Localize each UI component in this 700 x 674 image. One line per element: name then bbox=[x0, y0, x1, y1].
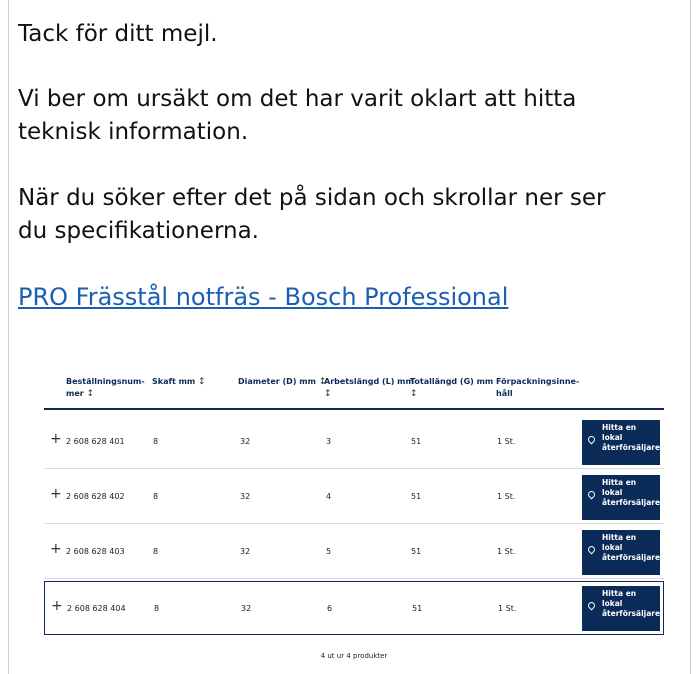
email-body bbox=[18, 18, 686, 315]
left-border bbox=[8, 0, 9, 674]
order-number-cell: 2 608 628 403 bbox=[66, 547, 125, 556]
working-length-cell: 4 bbox=[326, 492, 332, 501]
sort-icon[interactable]: ↕ bbox=[324, 389, 332, 399]
total-length-cell: 51 bbox=[411, 492, 422, 501]
location-pin-icon bbox=[587, 490, 597, 500]
greeting-text: Tack för ditt mejl. bbox=[18, 21, 218, 47]
table-row[interactable] bbox=[44, 470, 664, 524]
working-length-cell: 3 bbox=[326, 437, 332, 446]
diameter-cell: 32 bbox=[240, 547, 251, 556]
header-total-length[interactable]: Totallängd (G) mm ↕ bbox=[410, 377, 494, 399]
shank-cell: 8 bbox=[154, 604, 160, 613]
find-dealer-button[interactable]: Hitta en lokal återförsäljare bbox=[582, 475, 660, 520]
sort-icon[interactable]: ↕ bbox=[318, 377, 327, 387]
order-number-cell: 2 608 628 401 bbox=[66, 437, 125, 446]
total-length-cell: 51 bbox=[411, 437, 422, 446]
table-row[interactable] bbox=[44, 415, 664, 469]
header-packaging: Förpackningsinne- håll bbox=[496, 377, 580, 398]
header-order-number[interactable]: Beställningsnum- mer ↕ bbox=[66, 377, 145, 399]
location-pin-icon bbox=[587, 435, 597, 445]
working-length-cell: 6 bbox=[327, 604, 333, 613]
header-working-length[interactable]: Arbetslängd (L) mm ↕ bbox=[324, 377, 414, 399]
header-diameter[interactable]: Diameter (D) mm ↕ bbox=[238, 377, 327, 387]
shank-cell: 8 bbox=[153, 547, 159, 556]
shank-cell: 8 bbox=[153, 492, 159, 501]
instruction-line-2: du specifikationerna. bbox=[18, 218, 259, 244]
shank-cell: 8 bbox=[153, 437, 159, 446]
results-count: 4 ut ur 4 produkter bbox=[320, 652, 388, 660]
apology-paragraph bbox=[18, 83, 686, 149]
apology-line-2: teknisk information. bbox=[18, 119, 249, 145]
diameter-cell: 32 bbox=[240, 437, 251, 446]
location-pin-icon bbox=[587, 545, 597, 555]
packaging-cell: 1 St. bbox=[497, 492, 516, 501]
sort-icon[interactable]: ↕ bbox=[410, 389, 418, 399]
row-divider bbox=[44, 578, 664, 579]
header-shank[interactable]: Skaft mm ↕ bbox=[152, 377, 206, 387]
instruction-paragraph bbox=[18, 182, 686, 248]
plus-icon[interactable]: + bbox=[50, 431, 62, 447]
order-number-cell: 2 608 628 402 bbox=[66, 492, 125, 501]
working-length-cell: 5 bbox=[326, 547, 332, 556]
location-pin-icon bbox=[587, 601, 597, 611]
order-number-cell: 2 608 628 404 bbox=[67, 604, 126, 613]
instruction-line-1: När du söker efter det på sidan och skrollar ner ser bbox=[18, 185, 606, 211]
diameter-cell: 32 bbox=[241, 604, 252, 613]
find-dealer-button[interactable]: Hitta en lokal återförsäljare bbox=[582, 586, 660, 631]
find-dealer-button[interactable]: Hitta en lokal återförsäljare bbox=[582, 530, 660, 575]
sort-icon[interactable]: ↕ bbox=[86, 389, 95, 399]
row-divider bbox=[44, 523, 664, 524]
sort-icon[interactable]: ↕ bbox=[198, 377, 206, 387]
total-length-cell: 51 bbox=[412, 604, 423, 613]
table-row[interactable] bbox=[44, 525, 664, 579]
find-dealer-button[interactable]: Hitta en lokal återförsäljare bbox=[582, 420, 660, 465]
packaging-cell: 1 St. bbox=[498, 604, 517, 613]
table-row-selected[interactable] bbox=[44, 581, 664, 635]
plus-icon[interactable]: + bbox=[50, 486, 62, 502]
product-link[interactable]: PRO Frässtål notfräs - Bosch Professional bbox=[18, 283, 509, 311]
total-length-cell: 51 bbox=[411, 547, 422, 556]
header-divider bbox=[44, 408, 664, 410]
right-border bbox=[690, 0, 691, 674]
diameter-cell: 32 bbox=[240, 492, 251, 501]
plus-icon[interactable]: + bbox=[51, 598, 63, 614]
plus-icon[interactable]: + bbox=[50, 541, 62, 557]
embedded-product-table-screenshot bbox=[44, 368, 666, 674]
packaging-cell: 1 St. bbox=[497, 437, 516, 446]
packaging-cell: 1 St. bbox=[497, 547, 516, 556]
row-divider bbox=[44, 468, 664, 469]
apology-line-1: Vi ber om ursäkt om det har varit oklart att hitta bbox=[18, 86, 577, 112]
